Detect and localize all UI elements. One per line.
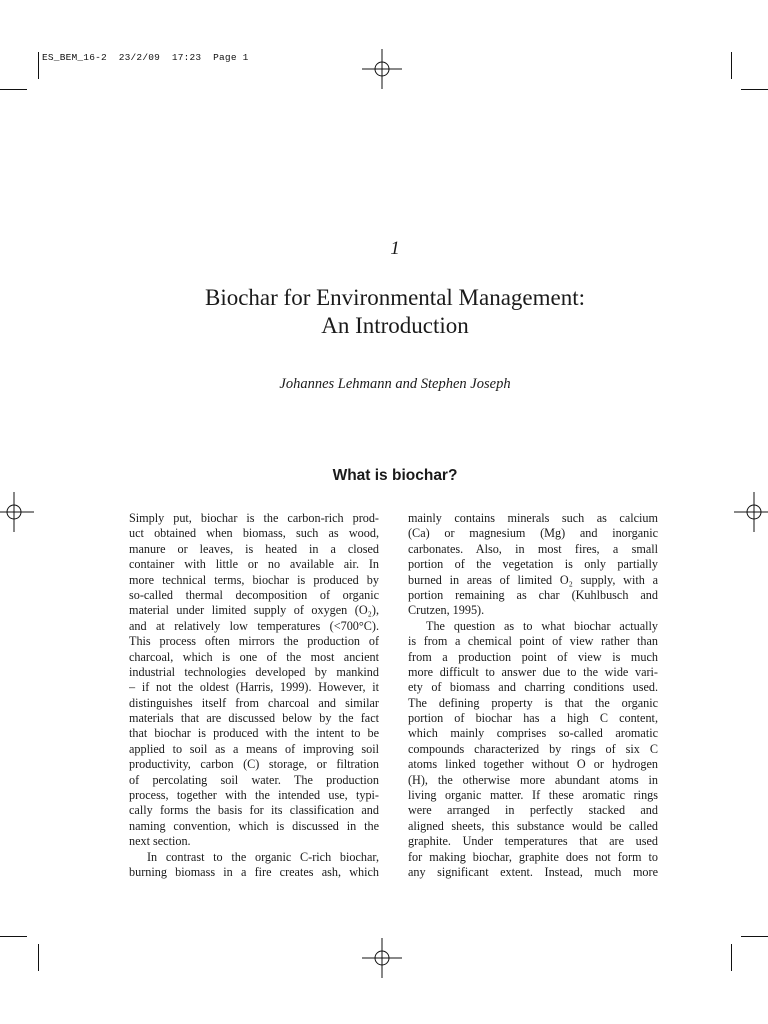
text-line: The defining property is that the organic bbox=[408, 695, 658, 710]
text-line: portion remaining as char (Kuhlbusch and bbox=[408, 587, 658, 602]
text-line: container with little or no available air. In bbox=[129, 557, 379, 572]
text-line: from a production point of view is much bbox=[408, 649, 658, 664]
text-line: (Ca) or magnesium (Mg) and inorganic bbox=[408, 526, 658, 541]
text-line: mainly contains minerals such as calcium bbox=[408, 511, 658, 525]
registration-mark-bottom bbox=[362, 938, 402, 978]
chapter-title-line-2: An Introduction bbox=[321, 313, 469, 338]
text-line: any significant extent. Instead, much more bbox=[408, 864, 658, 879]
text-line: material under limited supply of oxygen (O₂), bbox=[129, 603, 379, 618]
text-line: atoms linked together without O or hydrogen bbox=[408, 757, 658, 772]
text-line: The question as to what biochar actually bbox=[426, 618, 658, 633]
chapter-title bbox=[0, 284, 768, 340]
chapter-number: 1 bbox=[390, 238, 400, 259]
text-line: ety of biomass and charring conditions used. bbox=[408, 680, 658, 695]
text-line: that biochar is produced with the intent to be bbox=[129, 726, 379, 741]
text-line: charcoal, which is one of the most ancient bbox=[129, 649, 379, 664]
text-line: next section. bbox=[129, 834, 191, 849]
registration-mark-left bbox=[0, 492, 34, 532]
crop-mark-bottom-left-vertical bbox=[38, 944, 39, 971]
body-column-left bbox=[129, 511, 379, 880]
crop-mark-top-right-vertical bbox=[731, 52, 732, 79]
text-line: In contrast to the organic C-rich biochar, bbox=[147, 849, 379, 864]
printer-slug: ES_BEM_16-2 23/2/09 17:23 Page 1 bbox=[42, 52, 249, 63]
text-line: living organic matter. If these aromatic rings bbox=[408, 788, 658, 803]
text-line: This process often mirrors the production of bbox=[129, 634, 379, 649]
text-line: were arranged in perfectly stacked and bbox=[408, 803, 658, 818]
text-line: (H), the otherwise more abundant atoms in bbox=[408, 772, 658, 787]
crop-mark-top-left-horizontal bbox=[0, 89, 27, 90]
crop-mark-bottom-right-horizontal bbox=[741, 936, 768, 937]
text-line: manure or leaves, is heated in a closed bbox=[129, 541, 379, 556]
crop-mark-bottom-right-vertical bbox=[731, 944, 732, 971]
text-line: Crutzen, 1995). bbox=[408, 603, 485, 618]
text-line: applied to soil as a means of improving soil bbox=[129, 741, 379, 756]
text-line: compounds characterized by rings of six C bbox=[408, 741, 658, 756]
text-line: industrial technologies developed by mankind bbox=[129, 664, 379, 679]
crop-mark-bottom-left-horizontal bbox=[0, 936, 27, 937]
registration-mark-top bbox=[362, 49, 402, 89]
text-line: burning biomass in a fire creates ash, which bbox=[129, 864, 379, 879]
text-line: more technical terms, biochar is produced by bbox=[129, 572, 379, 587]
text-line: more difficult to answer due to the wide vari- bbox=[408, 664, 658, 679]
crop-mark-top-right-horizontal bbox=[741, 89, 768, 90]
text-line: graphite. Under temperatures that are used bbox=[408, 834, 658, 849]
text-line: productivity, carbon (C) storage, or filtration bbox=[129, 757, 379, 772]
text-line: burned in areas of limited O₂ supply, with a bbox=[408, 572, 658, 587]
text-line: is from a chemical point of view rather than bbox=[408, 634, 658, 649]
section-heading: What is biochar? bbox=[332, 467, 458, 484]
crop-mark-top-left-vertical bbox=[38, 52, 39, 79]
text-line: carbonates. Also, in most fires, a small bbox=[408, 541, 658, 556]
text-line: distinguishes itself from charcoal and similar bbox=[129, 695, 379, 710]
text-line: so-called thermal decomposition of organic bbox=[129, 587, 379, 602]
text-line: materials that are discussed below by the fact bbox=[129, 711, 379, 726]
registration-mark-right bbox=[734, 492, 768, 532]
body-column-right bbox=[408, 511, 658, 880]
text-line: uct obtained when biomass, such as wood, bbox=[129, 526, 379, 541]
text-line: for making biochar, graphite does not form to bbox=[408, 849, 658, 864]
text-line: process, together with the intended use, typi- bbox=[129, 788, 379, 803]
text-line: cally forms the basis for its classification and bbox=[129, 803, 379, 818]
text-line: which mainly comprises so-called aromatic bbox=[408, 726, 658, 741]
text-line: and at relatively low temperatures (<700°C). bbox=[129, 618, 379, 633]
text-line: naming convention, which is discussed in the bbox=[129, 818, 379, 833]
text-line: of percolating soil water. The production bbox=[129, 772, 379, 787]
text-line: aligned sheets, this substance would be called bbox=[408, 818, 658, 833]
text-line: portion of biochar has a high C content, bbox=[408, 711, 658, 726]
text-line: portion of the vegetation is only partially bbox=[408, 557, 658, 572]
chapter-authors: Johannes Lehmann and Stephen Joseph bbox=[279, 376, 511, 392]
text-line: – if not the oldest (Harris, 1999). However, it bbox=[129, 680, 379, 695]
chapter-title-line-1: Biochar for Environmental Management: bbox=[204, 285, 586, 310]
text-line: Simply put, biochar is the carbon-rich prod- bbox=[129, 511, 379, 525]
